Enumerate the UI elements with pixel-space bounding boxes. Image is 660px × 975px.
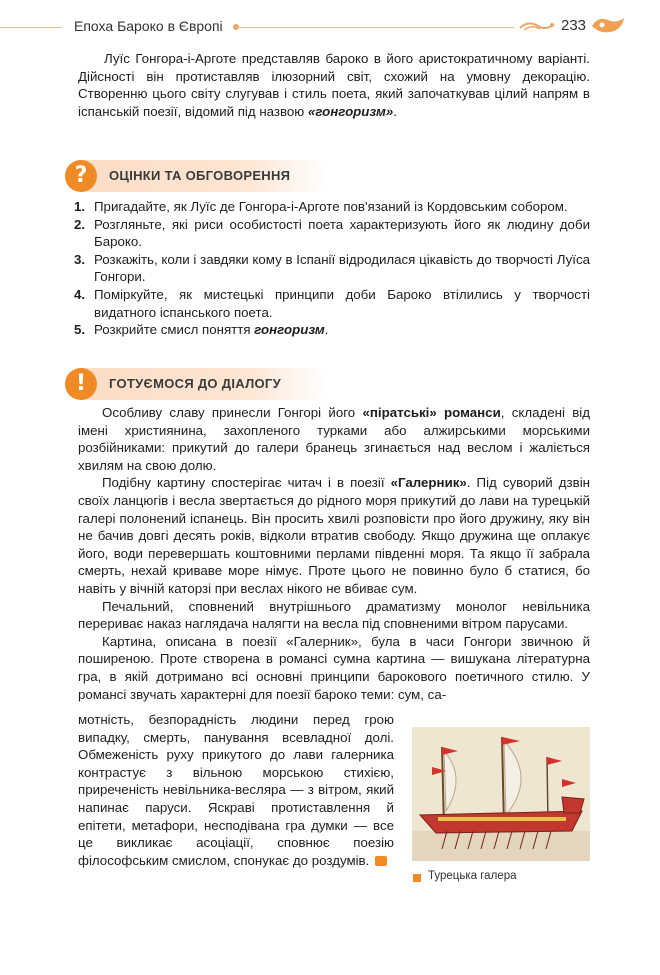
paragraph-text: Особливу славу принесли Гонгорі його — [102, 405, 363, 420]
question-number: 5. — [74, 322, 86, 338]
term-galley-slave-poem: «Галерник» — [390, 475, 467, 491]
header-rule — [236, 27, 514, 28]
caption-marker — [413, 874, 421, 882]
paragraph-text: , складені від імені християнина, захопленого турками або алжирськими морськими розбійниками: прикутий до галери бранець згинається над веслом і жаліється хвилям на свою долю. — [78, 405, 590, 473]
punctuation: . — [324, 322, 329, 338]
question-text: Розгляньте, які риси особистості поета характеризують його як людину доби Бароко. — [94, 216, 590, 250]
question-item — [74, 198, 590, 216]
exclamation-icon: ! — [65, 368, 97, 400]
question-item — [74, 321, 590, 339]
paragraph-text: мотність, безпорадність людини перед грою випадку, смерть, панування всевладної долі. Обмеженість руху прикутого до лави галерника контрастує з вільною морською стихією, приреченість невільника-весляра — з вітром, який напинає паруси. Яскраві протиставлення й епітети, метафори, несподівана гра думки — все це викликає асоціації, сповнює поезію філософським смислом, спонукає до роздумів. — [78, 712, 394, 868]
galley-illustration — [412, 727, 590, 861]
paragraph — [78, 474, 590, 597]
ornament-icon — [590, 14, 626, 36]
question-text: Поміркуйте, як мистецькі принципи доби Бароко втілились у творчості видатного іспанського поета. — [94, 286, 590, 320]
running-header-title: Епоха Бароко в Європі — [74, 18, 223, 34]
question-item — [74, 251, 590, 286]
page-number: 233 — [561, 17, 587, 34]
figure-caption: Турецька галера — [428, 870, 517, 882]
punctuation: . — [393, 103, 397, 119]
intro-text: Луїс Гонгора-і-Арготе представляв бароко в його аристократичному варіанті. Дійсності він протиставляв ілюзорний світ, схожий на умовну декорацію. Створенню цього світу слугував і стиль поета, який започаткував цілий напрям в іспанській поезії, відомий під назвою — [78, 51, 590, 119]
ornament-icon — [518, 18, 556, 34]
paragraph-text: . Під суворий дзвін своїх ланцюгів і весла звертається до рідного моря прикутий до лави на турецькій галері полонений іспанець. Він просить хвилі розповісти про його дружину, яку він не бачив довгі десять років, відколи втратив свободу. Якщо дружина ще оплакує його, води перевершать коштовними перлами південні моря. Та якщо її забрала смерть, нехай криваве море німує. Проте цього не повинно було б статися, бо навіть у вічній каторзі при веслах нікого не вбиває сум. — [78, 475, 591, 596]
section-header-discussion — [65, 160, 327, 192]
header-rule — [0, 27, 62, 28]
question-text: Розкажіть, коли і завдяки кому в Іспанії відродилася цікавість до творчості Луїса Гонгори. — [94, 251, 590, 285]
question-text: Розкрийте смисл поняття — [94, 322, 255, 338]
question-item — [74, 216, 590, 251]
intro-paragraph — [78, 50, 590, 120]
paragraph: Печальний, сповнений внутрішнього драматизму монолог невільника перериває наказ наглядача налягти на весла під сповненими вітром парусами. — [78, 598, 590, 632]
question-number: 4. — [74, 286, 86, 302]
question-number: 3. — [74, 251, 86, 267]
section-title: ОЦІНКИ ТА ОБГОВОРЕННЯ — [109, 168, 291, 183]
questions-list — [74, 198, 590, 339]
paragraph-text: Подібну картину спостерігає читач і в поезії — [102, 475, 391, 491]
section-title: ГОТУЄМОСЯ ДО ДІАЛОГУ — [109, 376, 281, 391]
term-gongorism: гонгоризм — [254, 322, 325, 338]
wrapped-paragraph — [78, 711, 394, 869]
dialogue-body — [78, 404, 590, 703]
question-mark-icon: ? — [65, 160, 97, 192]
term-pirate-romances: «піратські» романси — [362, 405, 501, 420]
question-item — [74, 286, 590, 321]
paragraph — [78, 404, 590, 474]
section-end-marker — [375, 856, 387, 866]
paragraph: Картина, описана в поезії «Галерник», була в часи Гонгори звичною й поширеною. Проте створена в романсі сумна картина — вишукана літературна гра, в якій дотримано всі основні принципи барокового поетичного стилю. У романсі звучать характерні для поезії бароко теми: сум, са- — [78, 633, 590, 702]
term-gongorism: «гонгоризм» — [307, 103, 394, 119]
question-number: 1. — [74, 199, 86, 214]
question-text: Пригадайте, як Луїс де Гонгора-і-Арготе пов'язаний із Кордовським собором. — [94, 199, 568, 214]
question-number: 2. — [74, 216, 86, 232]
section-header-dialogue — [65, 368, 327, 400]
